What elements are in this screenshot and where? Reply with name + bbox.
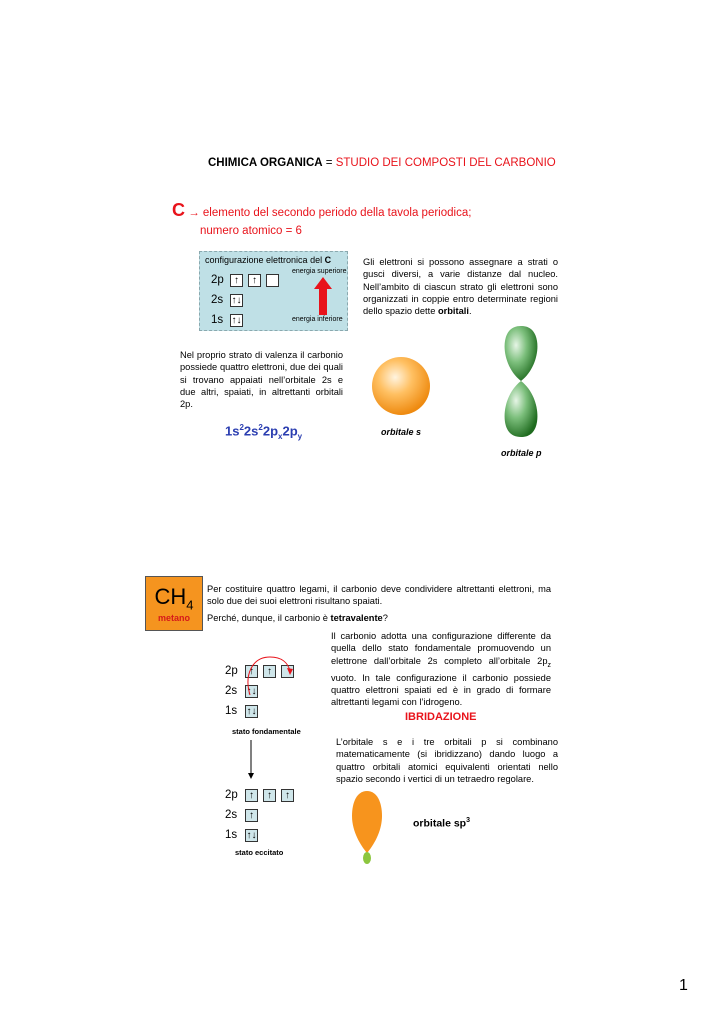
orbital-label-2p: 2p <box>211 274 224 286</box>
excited-2s-label: 2s <box>225 809 238 821</box>
orbital-box: ↑↓ <box>246 686 257 697</box>
page-number: 1 <box>679 977 688 994</box>
s-orbital-sphere <box>370 355 432 417</box>
energy-arrow-icon <box>313 277 333 315</box>
orbital-label-1s: 1s <box>211 314 224 326</box>
tetravalent-question: Perché, dunque, il carbonio è tetravalente? <box>207 613 388 623</box>
orbital-box-empty <box>266 274 279 287</box>
p-orbital-dumbbell <box>500 325 542 438</box>
ground-1s-label: 1s <box>225 705 238 717</box>
orbital-box: ↑ <box>230 274 243 287</box>
orbital-label-2s: 2s <box>211 294 224 306</box>
title-right: STUDIO DEI COMPOSTI DEL CARBONIO <box>335 157 556 169</box>
methane-formula: $CH_4$ <box>154 584 194 613</box>
caption-orbital-s: orbitale s <box>381 427 422 437</box>
orbital-box: ↑ <box>263 789 276 802</box>
ground-state-label: stato fondamentale <box>232 727 301 736</box>
energy-bottom-label: energia inferiore <box>292 316 343 323</box>
orbital-box: ↑ <box>263 665 276 678</box>
electron-formula: $1s^22s^22p_x2p_y$ <box>225 423 303 441</box>
methane-name: metano <box>157 613 190 623</box>
orbital-box: ↑ <box>245 809 258 822</box>
orbital-box: ↑ <box>245 789 258 802</box>
orbital-box: ↑ <box>245 665 258 678</box>
bonds-paragraph: Per costituire quattro legami, il carbonio deve condividere altrettanti elettroni, ma solo due dei suoi elettroni risultano spaiati. <box>207 584 551 607</box>
carbon-description: C → elemento del secondo periodo della tavola periodica; <box>172 200 472 220</box>
excited-1s-label: 1s <box>225 829 238 841</box>
orbital-box: ↑ <box>281 789 294 802</box>
title-left: CHIMICA ORGANICA <box>208 157 323 169</box>
config-paragraph: Il carbonio adotta una configurazione differente da quella dello stato fondamentale promuovendo un elettrone dall’orbitale 2s completo all’orbitale $2p_z$ vuoto. In tale configurazione il carbonio possiede quattro elettroni spaiati ed è in grado di formare altrettanti legami con l’idrogeno. <box>331 631 551 708</box>
caption-orbital-sp3: orbitale $sp^3$ <box>413 817 471 830</box>
excited-state-label: stato eccitato <box>235 848 284 857</box>
hybridization-title: IBRIDAZIONE <box>405 711 477 723</box>
methane-box <box>145 576 203 631</box>
orbitals-paragraph: Gli elettroni si possono assegnare a strati o gusci diversi, a varie distanze dal nucleo. Nell’ambito di ciascun strato gli elettroni sono organizzati in coppie entro determinate regioni dello spazio dette orbitali. <box>363 257 558 317</box>
down-arrow-icon <box>246 740 256 780</box>
config-title: configurazione elettronica del C <box>205 255 332 265</box>
energy-top-label: energia superiore <box>292 268 347 275</box>
valence-paragraph: Nel proprio strato di valenza il carbonio possiede quattro elettroni, due dei quali si trovano appaiati nell’orbitale 2s e due altri, spaiati, in altrettanti orbitali 2p. <box>180 350 343 410</box>
caption-orbital-p: orbitale p <box>501 448 542 458</box>
hybridization-paragraph: L’orbitale s e i tre orbitali p si combinano matematicamente (si ibridizzano) dando luogo a quattro orbitali atomici equivalenti orientati nello spazio secondo i vertici di un tetraedro regolare. <box>336 737 558 784</box>
promotion-arrow-icon <box>238 655 298 700</box>
excited-2p-label: 2p <box>225 789 238 801</box>
orbital-box: ↑↓ <box>246 706 257 717</box>
orbital-box: ↑↓ <box>231 315 242 326</box>
page-title: CHIMICA ORGANICA = STUDIO DEI COMPOSTI DEL CARBONIO <box>208 157 556 169</box>
orbital-box: ↑ <box>248 274 261 287</box>
orbital-box: ↑↓ <box>231 295 242 306</box>
orbital-box: ↑↓ <box>246 830 257 841</box>
ground-2s-label: 2s <box>225 685 238 697</box>
atomic-number: numero atomico = 6 <box>200 225 302 237</box>
ground-2p-label: 2p <box>225 665 238 677</box>
carbon-symbol: C <box>172 200 185 220</box>
electron-config-box <box>199 251 348 331</box>
sp3-orbital-shape <box>349 790 385 866</box>
